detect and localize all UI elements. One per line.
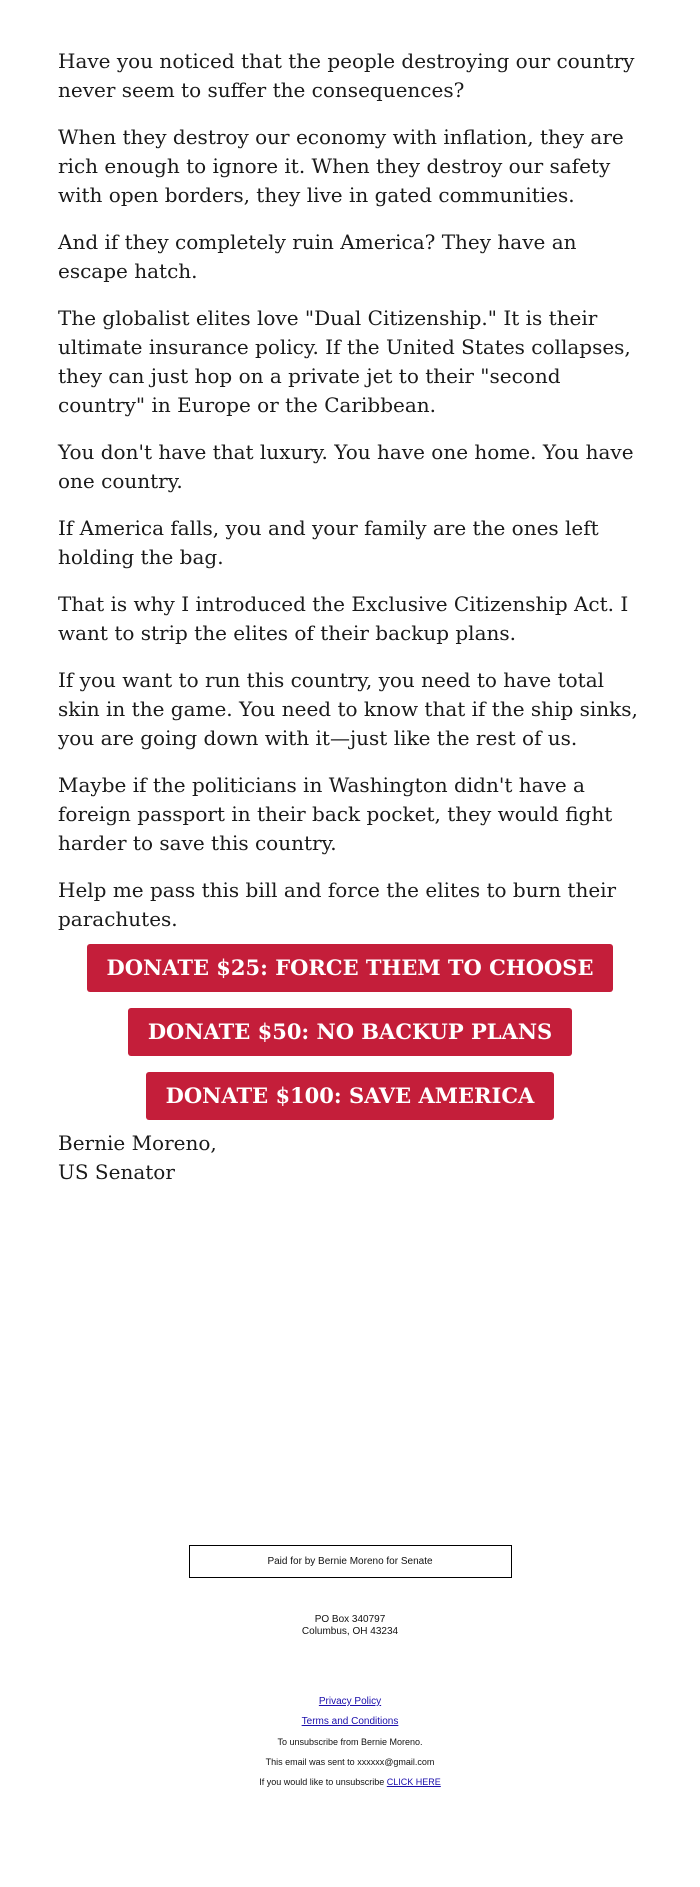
paragraph-6: If America falls, you and your family are the ones left holding the bag. xyxy=(58,516,599,569)
sent-to-text: This email was sent to xxxxxx@gmail.com xyxy=(265,1757,435,1767)
address-line-2: Columbus, OH 43234 xyxy=(301,1626,399,1637)
paragraph-10: Help me pass this bill and force the elites to burn their parachutes. xyxy=(58,878,617,931)
paragraph-1: Have you noticed that the people destroying our country never seem to suffer the consequences? xyxy=(58,49,635,102)
donate-25-button[interactable]: DONATE $25: FORCE THEM TO CHOOSE xyxy=(87,944,614,992)
address-line-1: PO Box 340797 xyxy=(314,1614,386,1625)
paragraph-7: That is why I introduced the Exclusive Citizenship Act. I want to strip the elites of their backup plans. xyxy=(58,592,629,645)
signature-name: Bernie Moreno, xyxy=(58,1131,217,1155)
paragraph-2: When they destroy our economy with inflation, they are rich enough to ignore it. When they destroy our safety with open borders, they live in gated communities. xyxy=(58,125,624,207)
letter-body xyxy=(58,47,650,952)
unsubscribe-from-text: To unsubscribe from Bernie Moreno. xyxy=(277,1737,423,1747)
paragraph-3: And if they completely ruin America? They have an escape hatch. xyxy=(58,230,577,283)
paragraph-5: You don't have that luxury. You have one home. You have one country. xyxy=(58,440,634,493)
signature xyxy=(58,1129,217,1187)
unsubscribe-click-here-link[interactable]: CLICK HERE xyxy=(386,1777,441,1787)
donate-buttons xyxy=(0,944,700,1136)
signature-title: US Senator xyxy=(58,1160,175,1184)
terms-link[interactable]: Terms and Conditions xyxy=(301,1716,399,1727)
unsubscribe-line xyxy=(0,1772,700,1792)
paragraph-4: The globalist elites love "Dual Citizenship." It is their ultimate insurance policy. If the United States collapses, they can just hop on a private jet to their "second country" in Europe or the Caribbean. xyxy=(58,306,631,417)
paragraph-9: Maybe if the politicians in Washington didn't have a foreign passport in their back pocket, they would fight harder to save this country. xyxy=(58,773,613,855)
donate-100-button[interactable]: DONATE $100: SAVE AMERICA xyxy=(146,1072,555,1120)
mailing-address xyxy=(0,1614,700,1638)
paragraph-8: If you want to run this country, you need to have total skin in the game. You need to know that if the ship sinks, you are going down with it—just like the rest of us. xyxy=(58,668,638,750)
footer xyxy=(0,1545,700,1792)
footer-links xyxy=(0,1692,700,1792)
privacy-policy-link[interactable]: Privacy Policy xyxy=(318,1696,382,1707)
donate-50-button[interactable]: DONATE $50: NO BACKUP PLANS xyxy=(128,1008,572,1056)
unsubscribe-prefix: If you would like to unsubscribe xyxy=(259,1777,385,1787)
paid-for-disclaimer: Paid for by Bernie Moreno for Senate xyxy=(189,1545,512,1578)
